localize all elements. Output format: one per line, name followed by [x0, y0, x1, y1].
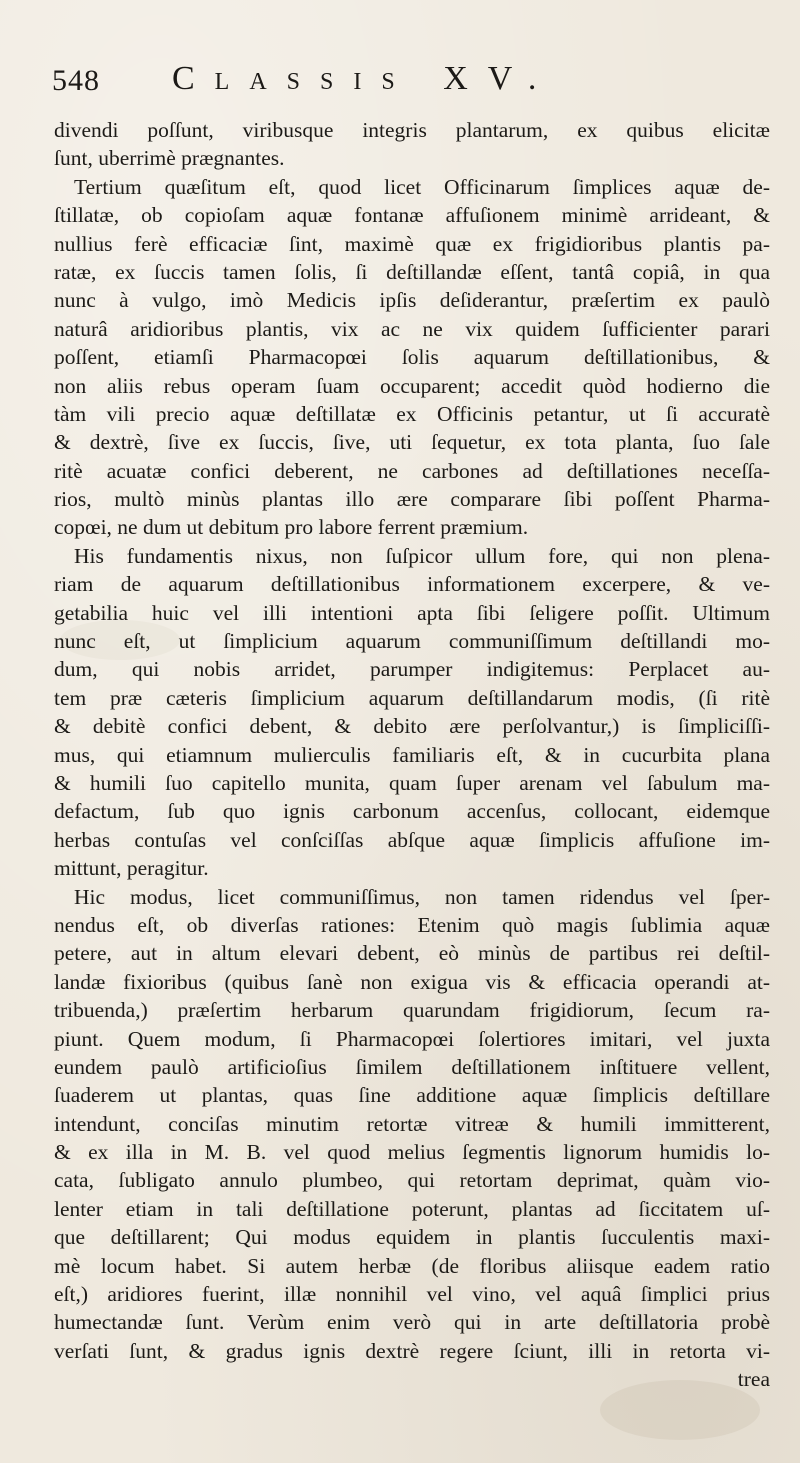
text-line: verſati ſunt, & gradus ignis dextrè regere ſciunt, illi in retorta vi- [54, 1338, 770, 1363]
text-line: cata, ſubligato annulo plumbeo, qui retortam deprimat, quàm vio- [54, 1168, 770, 1193]
text-line: nendus eſt, ob diverſas rationes: Etenim quò magis ſublimia aquæ [54, 912, 770, 937]
text-line: tàm vili precio aquæ deſtillatæ ex Officinis petantur, ut ſi accuratè [54, 401, 770, 426]
text-line: trea [737, 1367, 770, 1392]
text-line: copœi, ne dum ut debitum pro labore ferrent præmium. [54, 515, 529, 540]
text-line: riam de aquarum deſtillationibus informationem excerpere, & ve- [54, 572, 770, 597]
text-line: Hic modus, licet communiſſimus, non tamen ridendus vel ſper- [74, 884, 770, 909]
text-line: ſuaderem ut plantas, quas ſine additione aquæ ſimplicis deſtillare [54, 1083, 770, 1108]
text-line: & dextrè, ſive ex ſuccis, ſive, uti ſequetur, ex tota planta, ſuo ſale [54, 430, 770, 455]
text-line: mè locum habet. Si autem herbæ (de floribus aliisque eadem ratio [54, 1253, 770, 1278]
text-line: ritè acuatæ confici deberent, ne carbones ad deſtillationes neceſſa- [54, 458, 770, 483]
text-line: tribuenda,) præſertim herbarum quarundam frigidiorum, ſecum ra- [54, 998, 770, 1023]
text-line: tem præ cæteris ſimplicium aquarum deſtillandarum modis, (ſi ritè [54, 685, 770, 710]
text-line: getabilia huic vel illi intentioni apta ſibi ſeligere poſſit. Ultimum [54, 600, 770, 625]
running-title: Classis XV. [172, 60, 557, 97]
page-header [52, 50, 772, 110]
text-line: nullius ferè efficaciæ ſint, maximè quæ ex frigidioribus plantis pa- [54, 231, 770, 256]
text-line: & humili ſuo capitello munita, quam ſuper arenam vel ſabulum ma- [54, 770, 770, 795]
text-line: herbas contuſas vel conſciſſas abſque aquæ ſimplicis affuſione im- [54, 827, 770, 852]
text-line: lenter etiam in tali deſtillatione poterunt, plantas ad ſiccitatem uſ- [54, 1196, 770, 1221]
text-line: dum, qui nobis arridet, parumper indigitemus: Perplacet au- [54, 657, 770, 682]
text-line: que deſtillarent; Qui modus equidem in plantis ſucculentis maxi- [54, 1225, 770, 1250]
text-line: & ex illa in M. B. vel quod melius ſegmentis lignorum humidis lo- [54, 1140, 770, 1165]
text-line: ſunt, uberrimè prægnantes. [54, 146, 285, 171]
body-text [54, 116, 770, 1394]
text-line: nunc eſt, ut ſimplicium aquarum communiſſimum deſtillandi mo- [54, 629, 770, 654]
text-line: defactum, ſub quo ignis carbonum accenſus, collocant, eidemque [54, 799, 770, 824]
text-line: mus, qui etiamnum mulierculis familiaris eſt, & in cucurbita plana [54, 742, 770, 767]
text-line: ſtillatæ, ob copioſam aquæ fontanæ affuſionem minimè arrideant, & [54, 203, 770, 228]
text-line: humectandæ ſunt. Verùm enim verò qui in arte deſtillatoria probè [54, 1310, 770, 1335]
text-line: mittunt, peragitur. [54, 856, 209, 881]
text-line: naturâ aridioribus plantis, vix ac ne vix quidem ſufficienter parari [54, 316, 770, 341]
text-line: His fundamentis nixus, non ſuſpicor ullum fore, qui non plena- [74, 543, 770, 568]
text-line: piunt. Quem modum, ſi Pharmacopœi ſolertiores imitari, vel juxta [54, 1026, 770, 1051]
text-line: nunc à vulgo, imò Medicis ipſis deſiderantur, præſertim ex paulò [54, 288, 770, 313]
text-line: ratæ, ex ſuccis tamen ſolis, ſi deſtillandæ eſſent, tantâ copiâ, in qua [54, 259, 770, 284]
text-line: eſt,) aridiores fuerint, illæ nonnihil vel vino, vel aquâ ſimplici prius [54, 1282, 770, 1307]
text-line: & debitè confici debent, & debito ære perſolvantur,) is ſimpliciſſi- [54, 714, 770, 739]
text-line: non aliis rebus operam ſuam occuparent; accedit quòd hodierno die [54, 373, 770, 398]
text-line: petere, aut in altum elevari debent, eò minùs de partibus rei deſtil- [54, 941, 770, 966]
text-line: Tertium quæſitum eſt, quod licet Officinarum ſimplices aquæ de- [74, 174, 770, 199]
text-line: intendunt, conciſas minutim retortæ vitreæ & humili immitterent, [54, 1111, 770, 1136]
page-number: 548 [52, 64, 100, 97]
text-line: rios, multò minùs plantas illo ære comparare ſibi poſſent Pharma- [54, 487, 770, 512]
text-line: poſſent, etiamſi Pharmacopœi ſolis aquarum deſtillationibus, & [54, 345, 770, 370]
text-line: eundem paulò artificioſius ſimilem deſtillationem inſtituere vellent, [54, 1054, 770, 1079]
text-line: landæ fixioribus (quibus ſanè non exigua vis & efficacia operandi at- [54, 969, 770, 994]
text-line: divendi poſſunt, viribusque integris plantarum, ex quibus elicitæ [54, 118, 770, 142]
